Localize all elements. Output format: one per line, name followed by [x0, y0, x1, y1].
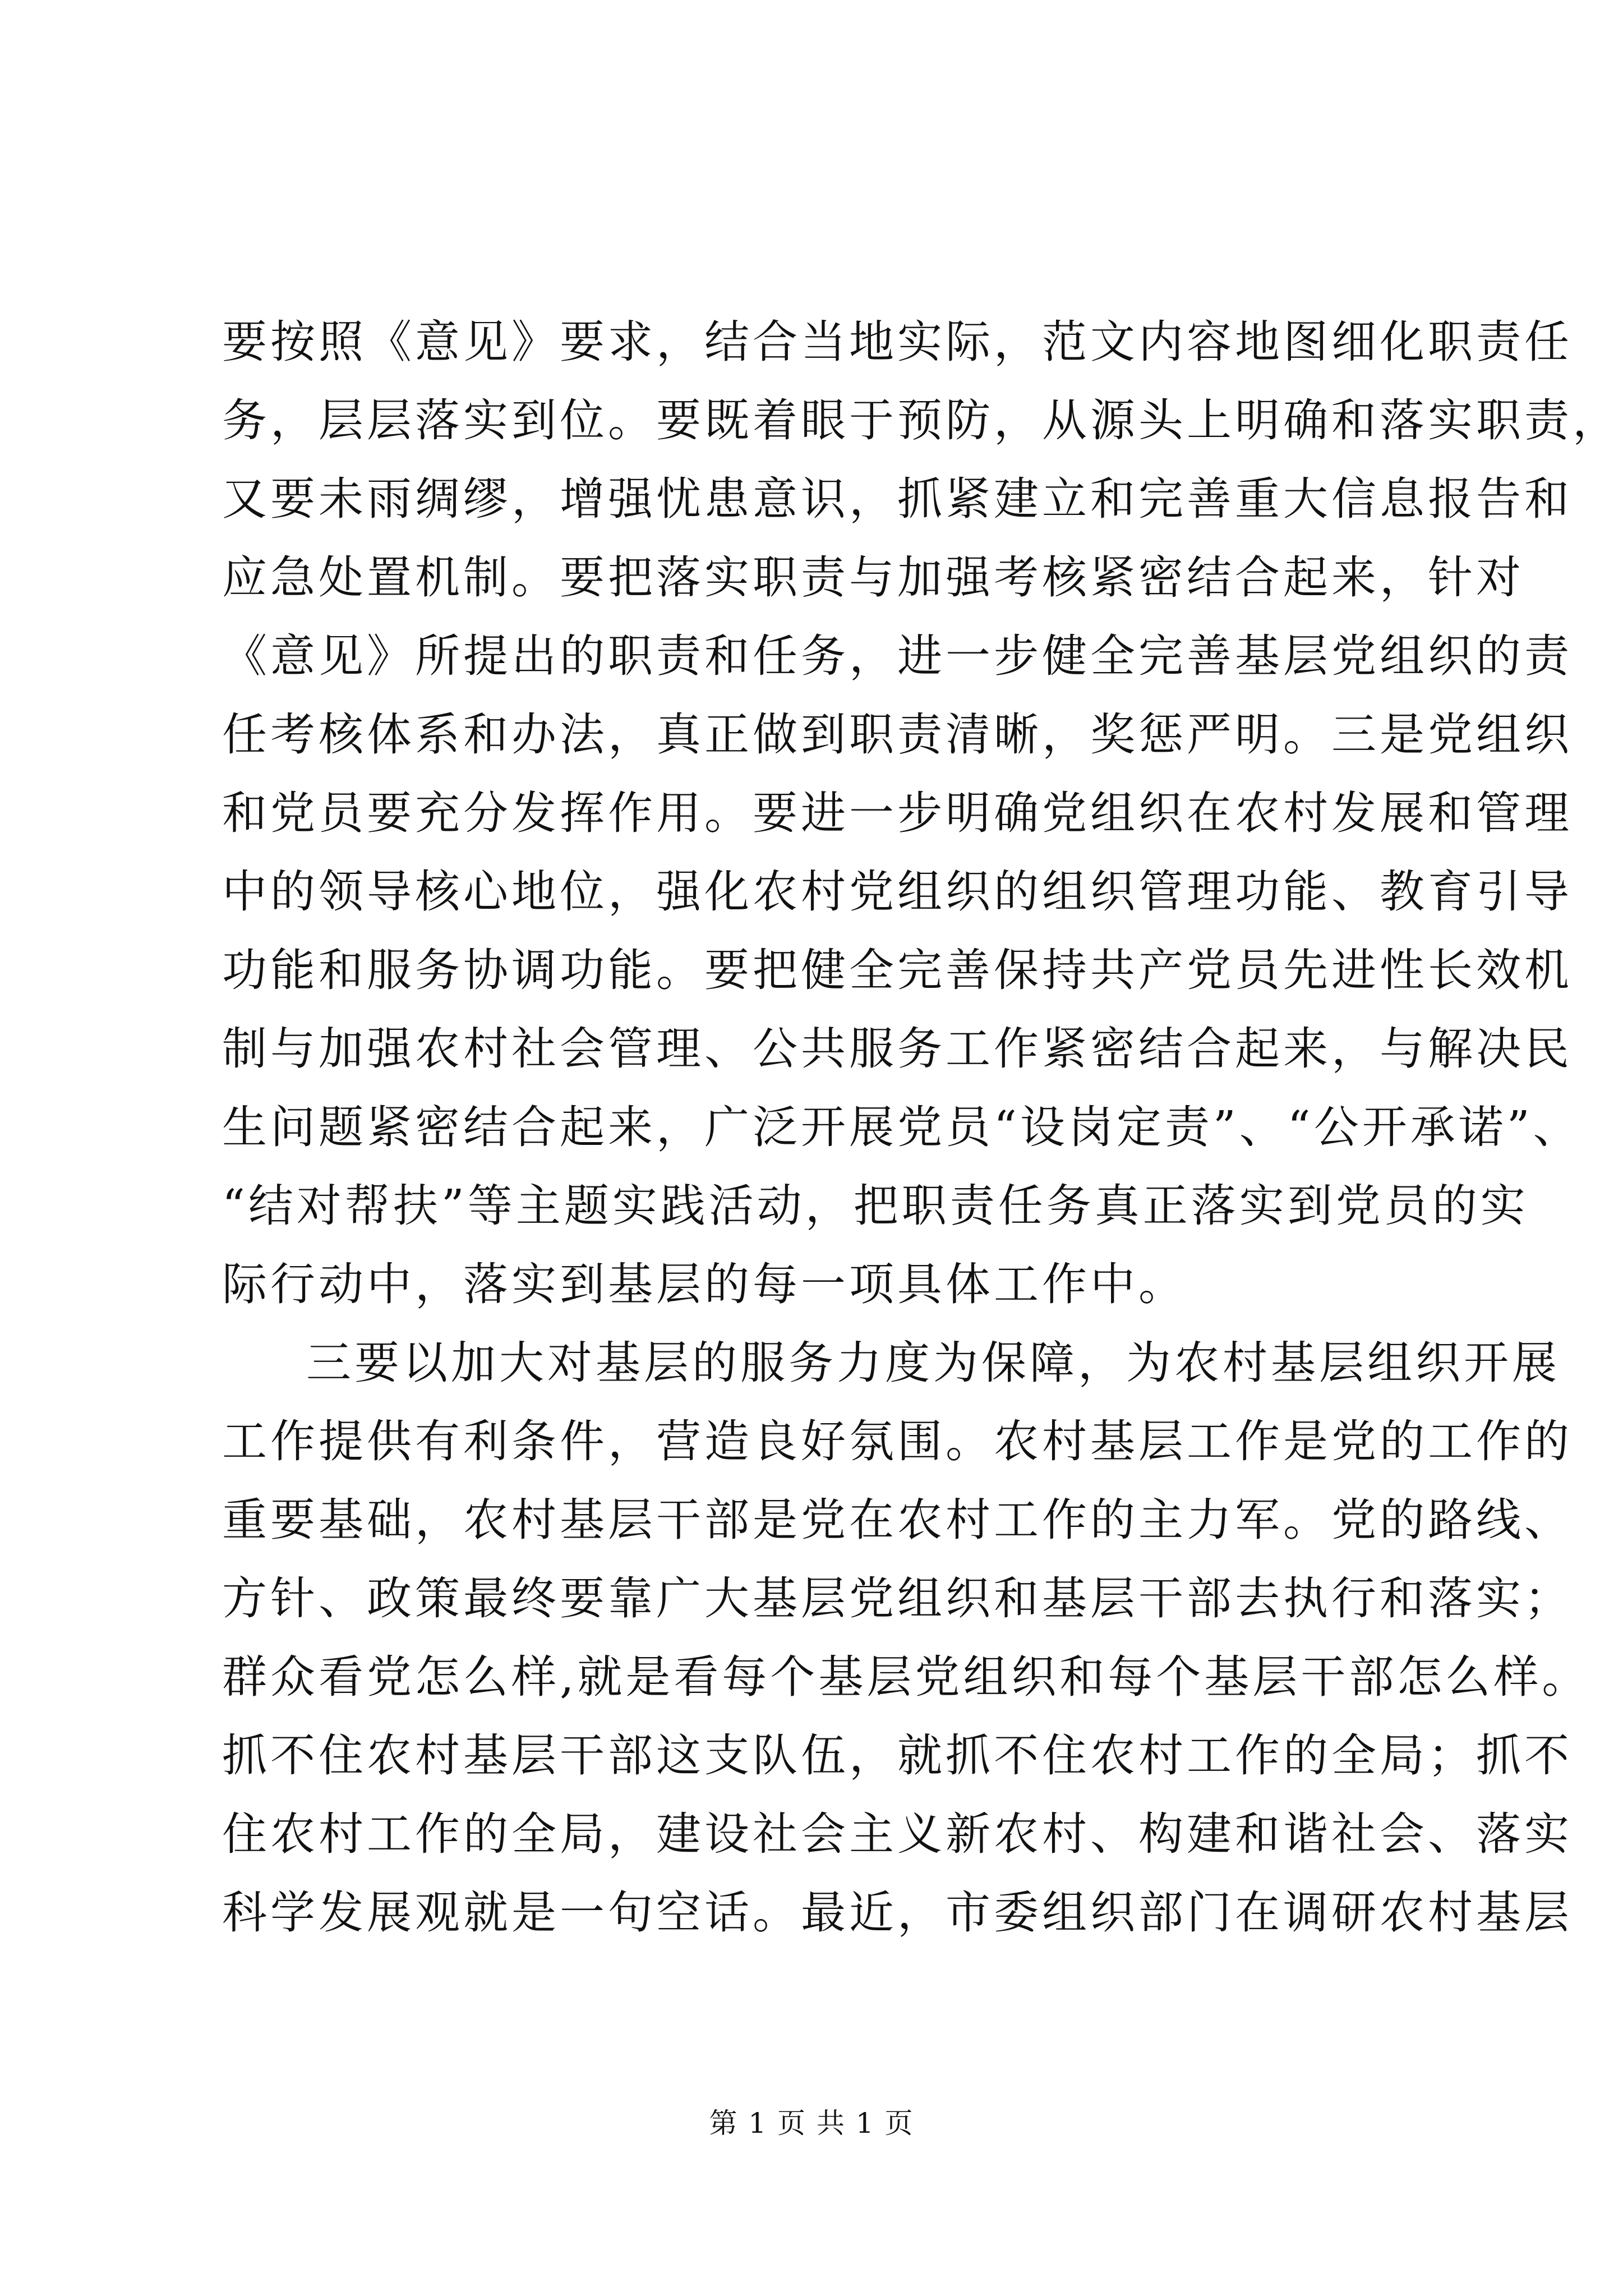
text-line: 要按照《意见》要求，结合当地实际，范文内容地图细化职责任 — [222, 316, 1573, 368]
text-line: 应急处置机制。要把落实职责与加强考核紧密结合起来，针对 — [222, 551, 1524, 604]
text-line: 生问题紧密结合起来，广泛开展党员“设岗定责”、“公开承诺”、 — [222, 1101, 1581, 1153]
document-body — [222, 303, 1621, 1952]
page-number-footer: 第 1 页 共 1 页 — [709, 2107, 914, 2139]
text-line: 和党员要充分发挥作用。要进一步明确党组织在农村发展和管理 — [222, 787, 1573, 839]
text-line: 抓不住农村基层干部这支队伍，就抓不住农村工作的全局；抓不 — [222, 1729, 1573, 1782]
text-line: 群众看党怎么样,就是看每个基层党组织和每个基层干部怎么样。 — [222, 1651, 1590, 1703]
text-line: 《意见》所提出的职责和任务，进一步健全完善基层党组织的责 — [222, 630, 1573, 682]
text-line: 中的领导核心地位，强化农村党组织的组织管理功能、教育引导 — [222, 866, 1573, 918]
text-line: “结对帮扶”等主题实践活动，把职责任务真正落实到党员的实 — [222, 1180, 1529, 1232]
text-line: 住农村工作的全局，建设社会主义新农村、构建和谐社会、落实 — [222, 1808, 1573, 1860]
text-line: 务，层层落实到位。要既着眼于预防，从源头上明确和落实职责， — [222, 394, 1621, 447]
text-line: 际行动中，落实到基层的每一项具体工作中。 — [222, 1258, 1187, 1310]
text-line: 又要未雨绸缪，增强忧患意识，抓紧建立和完善重大信息报告和 — [222, 473, 1573, 525]
text-line: 制与加强农村社会管理、公共服务工作紧密结合起来，与解决民 — [222, 1023, 1573, 1075]
text-line: 科学发展观就是一句空话。最近，市委组织部门在调研农村基层 — [222, 1887, 1573, 1939]
text-line: 任考核体系和办法，真正做到职责清晰，奖惩严明。三是党组织 — [222, 708, 1573, 761]
text-line: 工作提供有利条件，营造良好氛围。农村基层工作是党的工作的 — [222, 1415, 1573, 1467]
text-line: 方针、政策最终要靠广大基层党组织和基层干部去执行和落实； — [222, 1572, 1573, 1625]
text-line: 重要基础，农村基层干部是党在农村工作的主力军。党的路线、 — [222, 1494, 1573, 1546]
paragraph-first-line: 三要以加大对基层的服务力度为保障，为农村基层组织开展 — [306, 1337, 1560, 1389]
text-line: 功能和服务协调功能。要把健全完善保持共产党员先进性长效机 — [222, 944, 1573, 996]
